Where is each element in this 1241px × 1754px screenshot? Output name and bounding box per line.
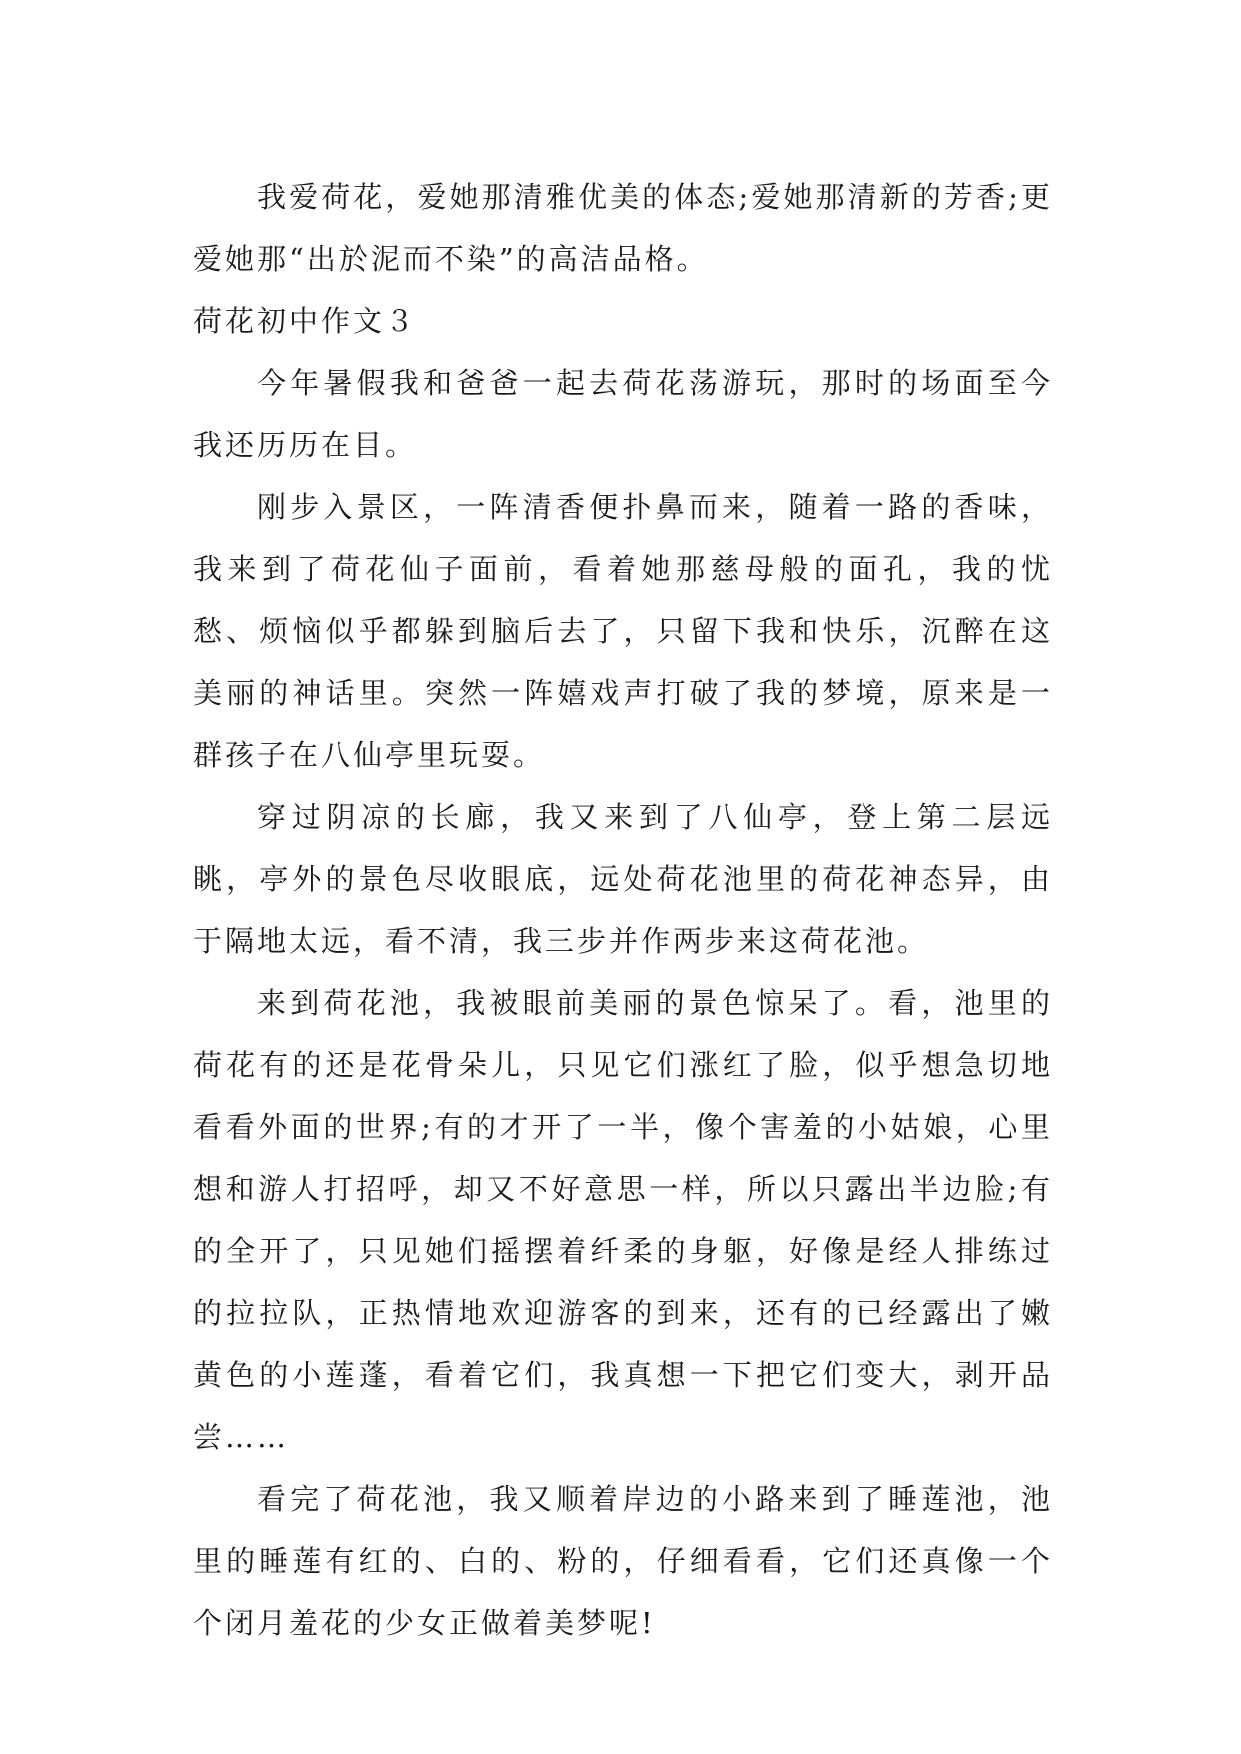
essay-paragraph-2: 刚步入景区，一阵清香便扑鼻而来，随着一路的香味，我来到了荷花仙子面前，看着她那慈母般的面孔，我的忧愁、烦恼似乎都躲到脑后去了，只留下我和快乐，沉醉在这美丽的神话里。突然一阵嬉戏声打破了我的梦境，原来是一群孩子在八仙亭里玩耍。: [193, 490, 1053, 772]
essay-paragraph-3: 穿过阴凉的长廊，我又来到了八仙亭，登上第二层远眺，亭外的景色尽收眼底，远处荷花池里的荷花神态异，由于隔地太远，看不清，我三步并作两步来这荷花池。: [193, 800, 1053, 958]
document-body: [193, 166, 1053, 1654]
intro-paragraph: 我爱荷花，爱她那清雅优美的体态;爱她那清新的芳香;更爱她那“出於泥而不染”的高洁品格。: [193, 180, 1053, 276]
essay-paragraph-5: 看完了荷花池，我又顺着岸边的小路来到了睡莲池，池里的睡莲有红的、白的、粉的，仔细看看，它们还真像一个个闭月羞花的少女正做着美梦呢!: [193, 1482, 1053, 1640]
essay-heading: 荷花初中作文３: [193, 304, 418, 338]
essay-paragraph-4: 来到荷花池，我被眼前美丽的景色惊呆了。看，池里的荷花有的还是花骨朵儿，只见它们涨红了脸，似乎想急切地看看外面的世界;有的才开了一半，像个害羞的小姑娘，心里想和游人打招呼，却又不好意思一样，所以只露出半边脸;有的全开了，只见她们摇摆着纤柔的身躯，好像是经人排练过的拉拉队，正热情地欢迎游客的到来，还有的已经露出了嫩黄色的小莲蓬，看着它们，我真想一下把它们变大，剥开品尝……: [193, 986, 1053, 1454]
essay-paragraph-1: 今年暑假我和爸爸一起去荷花荡游玩，那时的场面至今我还历历在目。: [193, 366, 1053, 462]
